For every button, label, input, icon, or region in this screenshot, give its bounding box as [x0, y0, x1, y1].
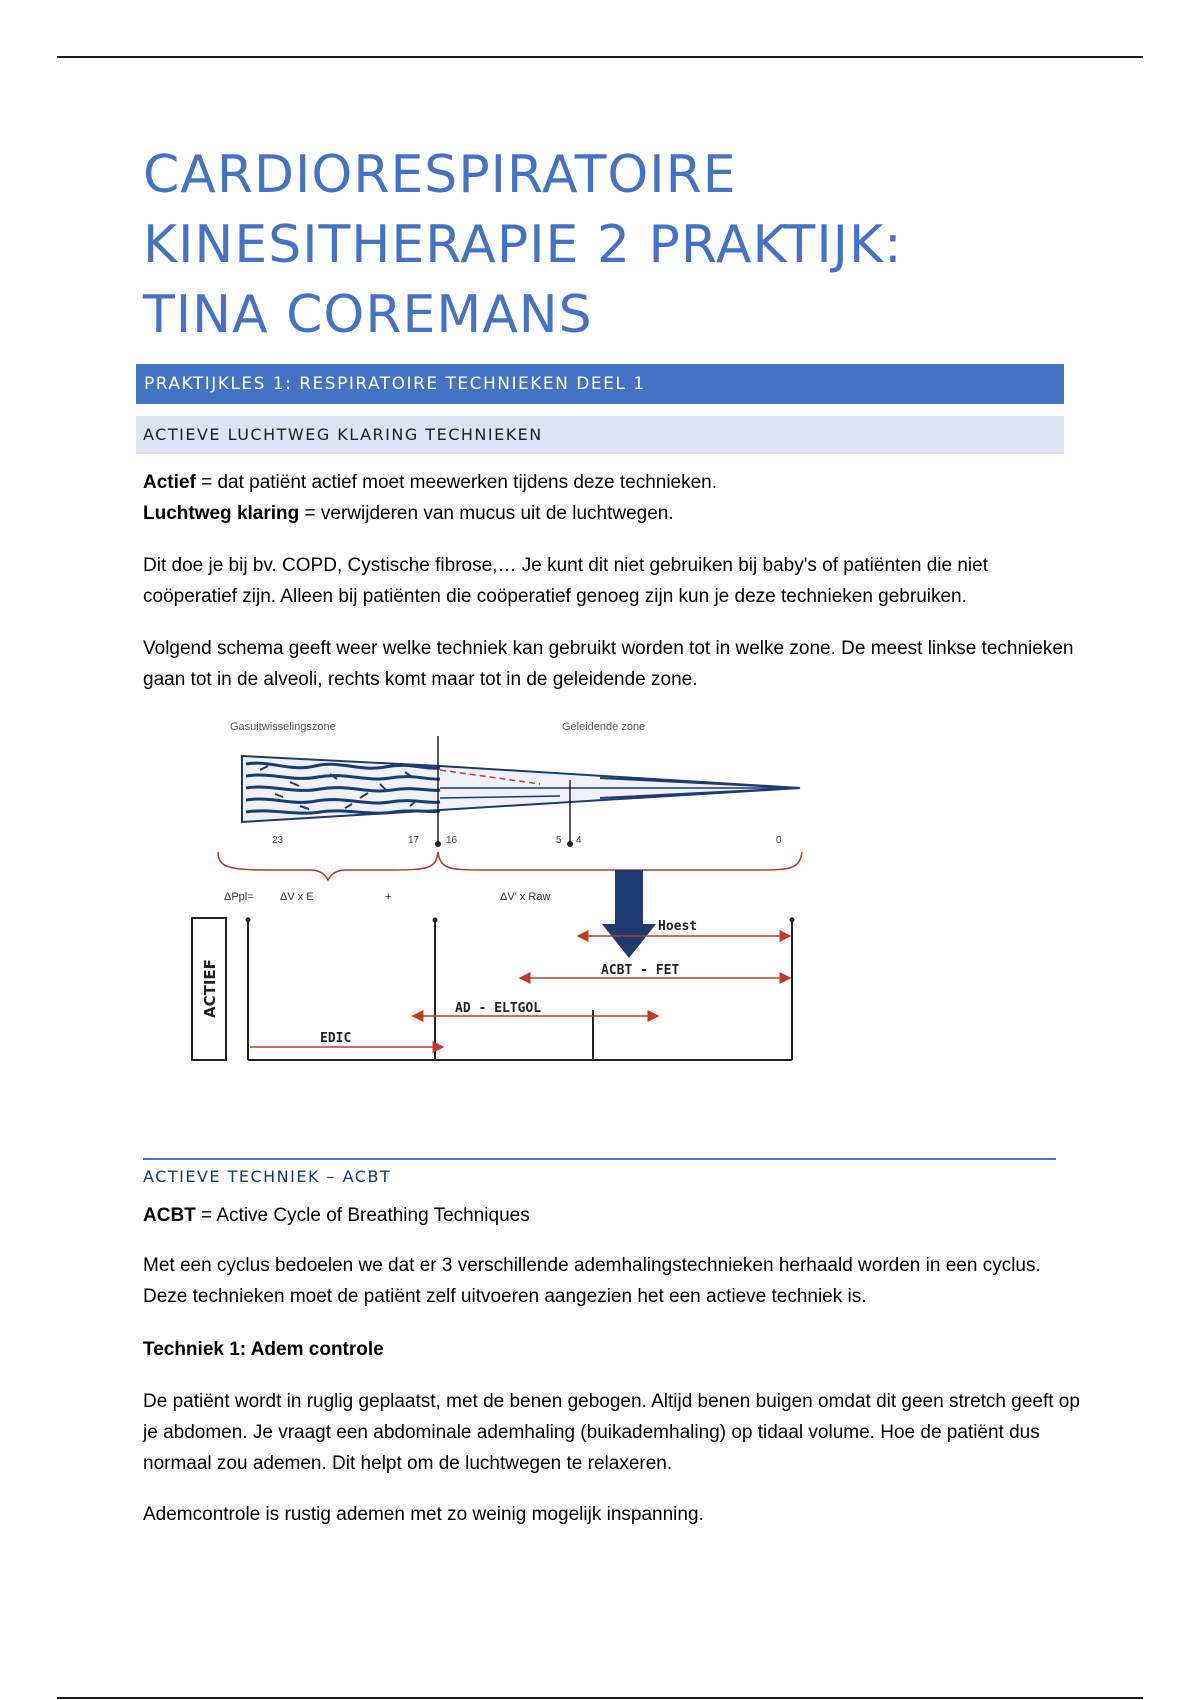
acbt-definition	[143, 1200, 1083, 1231]
zone-label-right: Geleidende zone	[562, 721, 646, 733]
actief-label: ACTIEF	[201, 959, 219, 1018]
label-hoest: Hoest	[658, 919, 698, 934]
acbt-term: ACBT	[143, 1205, 196, 1226]
technique-1-heading-text: Techniek 1: Adem controle	[143, 1339, 384, 1360]
zone-label-left: Gasuitwisselingszone	[230, 721, 336, 733]
label-ad-eltgol: AD - ELTGOL	[455, 1001, 542, 1016]
bottom-rule	[57, 1697, 1143, 1699]
document-title	[143, 140, 1103, 350]
label-acbt-fet: ACBT - FET	[601, 963, 680, 978]
generation-4: 4	[576, 835, 582, 846]
airway-technique-diagram	[180, 710, 830, 1070]
technique-1-heading	[143, 1334, 1083, 1365]
formula-left-a: ΔPpl=	[224, 891, 254, 903]
cycle-paragraph: Met een cyclus bedoelen we dat er 3 verschillende ademhalingstechnieken herhaald worden in een cyclus. Deze technieken moet de patiënt zelf uitvoeren aangezien het een actieve techniek is.	[143, 1255, 1041, 1307]
ademcontrole-paragraph: Ademcontrole is rustig ademen met zo weinig mogelijk inspanning.	[143, 1504, 704, 1525]
heading-2: ACTIEVE LUCHTWEG KLARING TECHNIEKEN	[136, 416, 1064, 454]
acbt-text: = Active Cycle of Breathing Techniques	[195, 1205, 530, 1226]
title-line-3: TINA COREMANS	[143, 285, 593, 345]
heading-3: ACTIEVE TECHNIEK – ACBT	[143, 1167, 392, 1186]
technique-1-paragraph: De patiënt wordt in ruglig geplaatst, met de benen gebogen. Altijd benen buigen omdat dit geen stretch geeft op je abdomen. Je vraagt een abdominale ademhaling (buikademhaling) op tidaal volume. Hoe de patiënt dus normaal zou ademen. Dit helpt om de luchtwegen te relaxeren.	[143, 1391, 1080, 1474]
generation-5: 5	[556, 835, 562, 846]
heading-3-rule	[143, 1158, 1056, 1160]
generation-16: 16	[446, 835, 458, 846]
airway-tree	[242, 736, 800, 847]
brace-left	[218, 852, 438, 880]
heading-1: PRAKTIJKLES 1: RESPIRATOIRE TECHNIEKEN DEEL 1	[136, 364, 1064, 404]
schema-paragraph: Volgend schema geeft weer welke techniek kan gebruikt worden tot in welke zone. De meest linkse technieken gaan tot in de alveoli, rechts komt maar tot in de geleidende zone.	[143, 638, 1074, 690]
label-edic: EDIC	[320, 1031, 352, 1046]
klaring-definition: = verwijderen van mucus uit de luchtwegen.	[299, 503, 674, 524]
definitions-paragraph	[143, 467, 1083, 529]
brace-right	[438, 852, 802, 870]
formula-left-b: ΔV x E	[280, 891, 314, 903]
actief-definition: = dat patiënt actief moet meewerken tijdens deze technieken.	[195, 472, 718, 493]
frame-dots	[246, 918, 795, 923]
actief-term: Actief	[143, 472, 196, 493]
title-line-1: CARDIORESPIRATOIRE	[143, 145, 737, 205]
usage-paragraph: Dit doe je bij bv. COPD, Cystische fibrose,… Je kunt dit niet gebruiken bij baby's of patiënten die niet coöperatief zijn. Alleen bij patiënten die coöperatief genoeg zijn kun je deze technieken gebruiken.	[143, 555, 988, 607]
formula-right: ΔV' x Raw	[500, 891, 551, 903]
top-rule	[57, 56, 1143, 58]
formula-plus: +	[385, 891, 392, 903]
title-line-2: KINESITHERAPIE 2 PRAKTIJK:	[143, 215, 903, 275]
generation-23: 23	[272, 835, 284, 846]
down-arrow	[602, 870, 656, 958]
generation-17: 17	[408, 835, 420, 846]
generation-0: 0	[776, 835, 782, 846]
klaring-term: Luchtweg klaring	[143, 503, 300, 524]
